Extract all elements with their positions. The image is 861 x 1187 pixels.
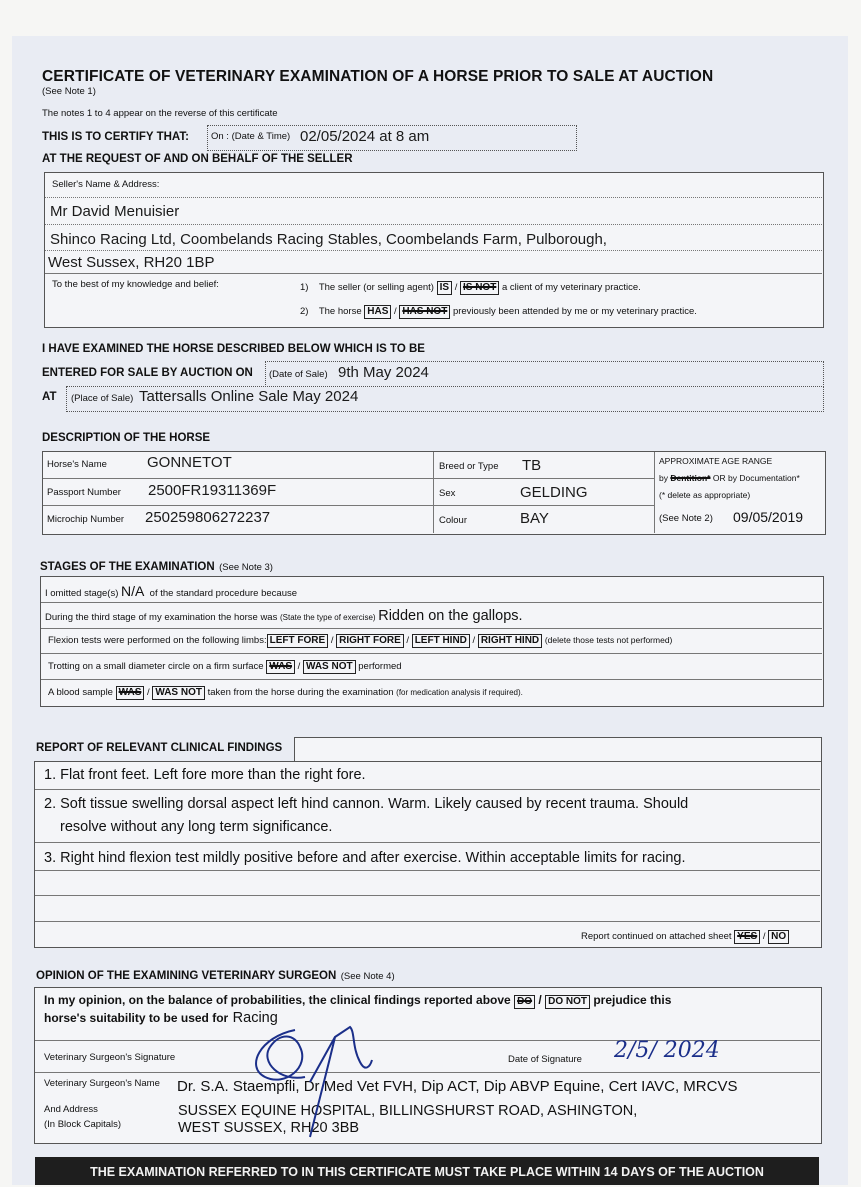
- sale-date-value: 9th May 2024: [338, 364, 429, 381]
- report-heading-box: [294, 737, 822, 762]
- surgeon-address-2: WEST SUSSEX, RH20 3BB: [178, 1120, 360, 1136]
- stmt2-pre: The horse: [318, 306, 362, 317]
- opinion-text: [44, 993, 671, 1009]
- blood-post: taken from the horse during the examination: [207, 687, 394, 698]
- stmt2-num: 2): [300, 306, 309, 317]
- stmt2-post: previously been attended by me or my veterinary practice.: [452, 306, 697, 317]
- passport-value: 2500FR19311369F: [148, 482, 277, 499]
- blood-row: [48, 686, 523, 700]
- stages-heading: [40, 557, 273, 575]
- at-label: AT: [42, 391, 57, 403]
- separator: /: [538, 993, 542, 1007]
- notes-line: The notes 1 to 4 appear on the reverse of this certificate: [42, 108, 278, 119]
- divider: [45, 250, 822, 251]
- divider: [35, 789, 820, 790]
- see-note-1: (See Note 1): [42, 86, 96, 97]
- see-note-4: (See Note 4): [340, 971, 395, 982]
- divider: [43, 505, 655, 506]
- seller-statement-1: [300, 281, 641, 295]
- age-by: by: [659, 473, 668, 483]
- seller-name: Mr David Menuisier: [50, 203, 180, 220]
- omitted-value: N/A: [121, 583, 145, 599]
- option-trot-was-not[interactable]: WAS NOT: [303, 660, 356, 674]
- report-continued: [581, 930, 789, 944]
- trot-post: performed: [358, 661, 402, 672]
- separator: /: [297, 661, 301, 672]
- divider: [45, 224, 822, 225]
- examined-label: I HAVE EXAMINED THE HORSE DESCRIBED BELOW WHICH IS TO BE: [42, 343, 425, 355]
- description-heading: DESCRIPTION OF THE HORSE: [42, 432, 211, 444]
- third-stage-row: [45, 608, 523, 624]
- divider: [41, 679, 822, 680]
- opinion-line2: horse's suitability to be used for: [44, 1011, 229, 1025]
- option-no[interactable]: NO: [768, 930, 789, 944]
- opinion-use-value: Racing: [232, 1010, 278, 1026]
- see-note-2: (See Note 2): [659, 513, 713, 524]
- breed-label: Breed or Type: [439, 461, 499, 472]
- divider: [45, 273, 822, 274]
- flexion-row: [48, 634, 672, 648]
- age-value: 09/05/2019: [733, 509, 804, 525]
- option-right-hind[interactable]: RIGHT HIND: [478, 634, 542, 648]
- microchip-value: 250259806272237: [145, 509, 271, 526]
- trot-row: [48, 660, 402, 674]
- blood-small: (for medication analysis if required).: [396, 688, 523, 697]
- divider: [45, 197, 822, 198]
- option-left-hind[interactable]: LEFT HIND: [412, 634, 470, 648]
- divider: [654, 452, 655, 533]
- entered-label: ENTERED FOR SALE BY AUCTION ON: [42, 367, 253, 379]
- horse-name-value: GONNETOT: [147, 454, 232, 471]
- date-signature-label: Date of Signature: [508, 1054, 582, 1065]
- finding-2-cont: resolve without any long term significance.: [60, 819, 333, 835]
- option-blood-was-struck[interactable]: WAS: [116, 686, 145, 700]
- separator: /: [406, 635, 410, 646]
- age-delete-note: (* delete as appropriate): [659, 490, 751, 500]
- signature-label: Veterinary Surgeon's Signature: [44, 1052, 176, 1063]
- seller-address-1: Shinco Racing Ltd, Coombelands Racing Stables, Coombelands Farm, Pulborough,: [50, 231, 607, 248]
- opinion-pre: In my opinion, on the balance of probabilities, the clinical findings reported above: [44, 993, 511, 1007]
- request-label: AT THE REQUEST OF AND ON BEHALF OF THE SELLER: [42, 153, 353, 165]
- colour-label: Colour: [439, 515, 467, 526]
- option-yes-struck[interactable]: YES: [734, 930, 760, 944]
- divider: [35, 895, 820, 896]
- horse-name-label: Horse's Name: [47, 459, 107, 470]
- third-small: (State the type of exercise): [279, 613, 376, 622]
- opinion-post: prejudice this: [593, 993, 672, 1007]
- address-label: And Address: [44, 1104, 98, 1115]
- address-label-caps: (In Block Capitals): [44, 1119, 122, 1130]
- separator: /: [330, 635, 334, 646]
- sex-label: Sex: [439, 488, 456, 499]
- footer-banner: THE EXAMINATION REFERRED TO IN THIS CERTIFICATE MUST TAKE PLACE WITHIN 14 DAYS OF THE AUCTION: [35, 1157, 819, 1185]
- belief-label: To the best of my knowledge and belief:: [52, 279, 219, 290]
- divider: [43, 478, 655, 479]
- see-note-3: (See Note 3): [219, 562, 273, 573]
- option-is[interactable]: IS: [437, 281, 452, 295]
- stmt1-post: a client of my veterinary practice.: [501, 282, 641, 293]
- third-value: Ridden on the gallops.: [378, 608, 523, 624]
- separator: /: [147, 687, 150, 698]
- date-signature-value: 2/5/ 2024: [614, 1038, 720, 1063]
- divider: [41, 602, 822, 603]
- separator: /: [472, 635, 476, 646]
- flexion-pre: Flexion tests were performed on the following limbs:: [48, 635, 267, 646]
- option-left-fore[interactable]: LEFT FORE: [267, 634, 329, 648]
- seller-address-2: West Sussex, RH20 1BP: [48, 254, 215, 271]
- passport-label: Passport Number: [47, 487, 121, 498]
- finding-2: 2. Soft tissue swelling dorsal aspect left hind cannon. Warm. Likely caused by recent trauma. Should: [44, 796, 689, 812]
- stmt1-pre: The seller (or selling agent): [318, 282, 434, 293]
- divider: [35, 921, 820, 922]
- finding-1: 1. Flat front feet. Left fore more than the right fore.: [44, 767, 366, 783]
- breed-value: TB: [522, 457, 542, 474]
- sale-date-label: (Date of Sale): [269, 369, 328, 380]
- option-has[interactable]: HAS: [364, 305, 391, 319]
- surgeon-name-label: Veterinary Surgeon's Name: [44, 1078, 160, 1089]
- surgeon-name-value: Dr. S.A. Staempfli, Dr Med Vet FVH, Dip ACT, Dip ABVP Equine, Cert IAVC, MRCVS: [177, 1078, 738, 1095]
- stages-title: STAGES OF THE EXAMINATION: [40, 561, 215, 573]
- seller-statement-2: [300, 305, 697, 319]
- colour-value: BAY: [520, 510, 549, 527]
- divider: [41, 628, 822, 629]
- opinion-title: OPINION OF THE EXAMINING VETERINARY SURGEON: [36, 970, 337, 982]
- signature-scribble: [240, 1022, 390, 1142]
- divider: [35, 1072, 820, 1073]
- sale-place-value: Tattersalls Online Sale May 2024: [139, 388, 359, 405]
- flexion-post: (delete those tests not performed): [544, 635, 673, 645]
- sex-value: GELDING: [520, 484, 588, 501]
- finding-3: 3. Right hind flexion test mildly positive before and after exercise. Within acceptable limits for racing.: [44, 850, 686, 866]
- option-right-fore[interactable]: RIGHT FORE: [336, 634, 404, 648]
- separator: /: [394, 306, 397, 317]
- on-date-value: 02/05/2024 at 8 am: [300, 128, 430, 145]
- certificate-title: CERTIFICATE OF VETERINARY EXAMINATION OF A HORSE PRIOR TO SALE AT AUCTION: [42, 68, 714, 85]
- trot-pre: Trotting on a small diameter circle on a firm surface: [48, 661, 264, 672]
- age-heading: APPROXIMATE AGE RANGE: [659, 456, 773, 466]
- age-dentition-struck: Dentition*: [670, 473, 711, 483]
- microchip-label: Microchip Number: [47, 514, 125, 525]
- omitted-post: of the standard procedure because: [149, 588, 298, 599]
- option-do-not[interactable]: DO NOT: [545, 995, 590, 1009]
- on-date-label: On : (Date & Time): [211, 131, 291, 142]
- blood-pre: A blood sample: [48, 687, 113, 698]
- option-blood-was-not[interactable]: WAS NOT: [152, 686, 205, 700]
- divider: [35, 870, 820, 871]
- divider: [41, 653, 822, 654]
- option-do-struck[interactable]: DO: [514, 995, 535, 1009]
- seller-name-label: Seller's Name & Address:: [52, 179, 160, 190]
- option-trot-was-struck[interactable]: WAS: [266, 660, 295, 674]
- age-documentation: OR by Documentation*: [712, 473, 800, 483]
- separator: /: [762, 931, 766, 942]
- certify-label: THIS IS TO CERTIFY THAT:: [42, 131, 189, 143]
- option-is-not-struck[interactable]: IS NOT: [460, 281, 499, 295]
- surgeon-address-1: SUSSEX EQUINE HOSPITAL, BILLINGSHURST ROAD, ASHINGTON,: [178, 1103, 638, 1119]
- report-heading: REPORT OF RELEVANT CLINICAL FINDINGS: [36, 742, 283, 754]
- continued-label: Report continued on attached sheet: [581, 931, 732, 942]
- option-has-not-struck[interactable]: HAS NOT: [399, 305, 450, 319]
- third-pre: During the third stage of my examination the horse was: [45, 612, 278, 623]
- omitted-row: [45, 583, 297, 599]
- stmt1-num: 1): [300, 282, 309, 293]
- divider: [433, 452, 434, 533]
- age-method: [659, 473, 800, 483]
- separator: /: [454, 282, 458, 293]
- opinion-heading: [36, 966, 395, 984]
- divider: [35, 842, 820, 843]
- sale-place-label: (Place of Sale): [71, 393, 134, 404]
- omitted-pre: I omitted stage(s): [45, 588, 119, 599]
